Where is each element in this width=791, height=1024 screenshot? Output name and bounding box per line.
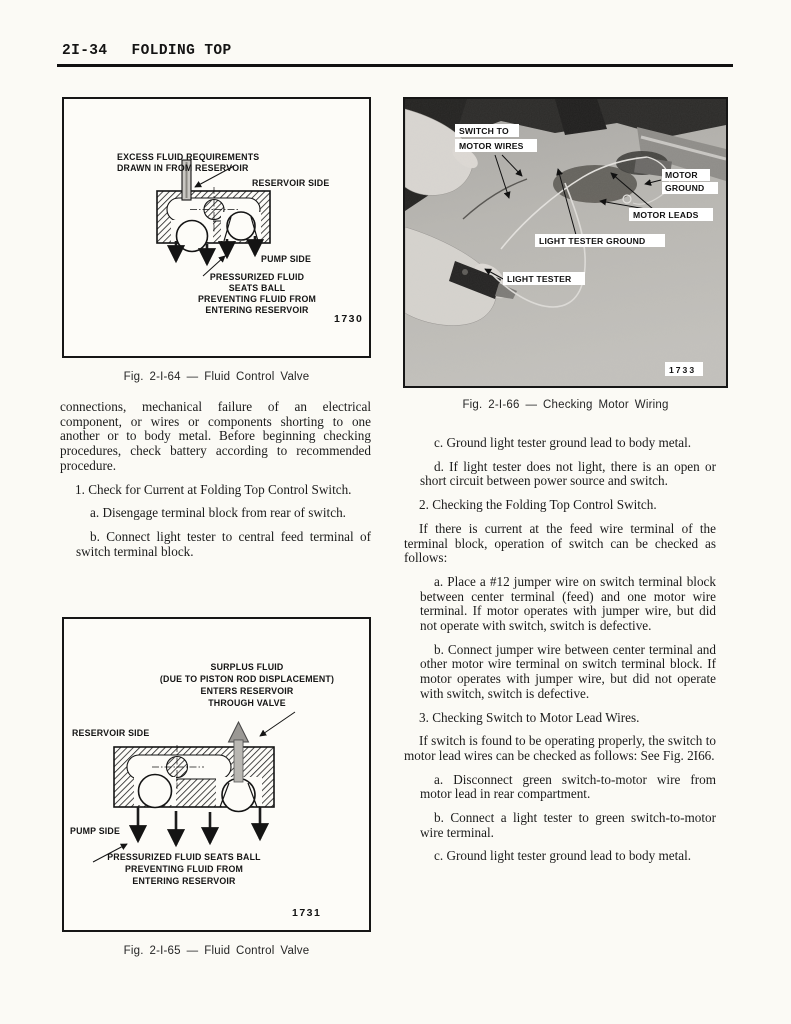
label-surplus-4: THROUGH VALVE	[208, 698, 286, 708]
paragraph: a. Disconnect green switch-to-motor wire from motor lead in rear compartment.	[420, 771, 716, 802]
label-surplus-3: ENTERS RESERVOIR	[200, 686, 294, 696]
label-pump-side: PUMP SIDE	[261, 254, 312, 264]
label-pump-side: PUMP SIDE	[70, 826, 121, 836]
leader-surplus-fluid	[260, 712, 295, 736]
fluid-control-valve-diagram-2	[64, 619, 369, 930]
paragraph: 1. Check for Current at Folding Top Control Switch.	[75, 481, 352, 497]
figure-number-1731: 1731	[292, 907, 322, 919]
label-switch-to-motor-wires-2: MOTOR WIRES	[459, 141, 524, 151]
page-number: 2I-34	[62, 43, 108, 59]
caption-fig-2-1-66: Fig. 2-I-66 — Checking Motor Wiring	[462, 399, 669, 411]
paragraph: b. Connect light tester to central feed terminal of switch terminal block.	[76, 528, 371, 559]
paragraph: b. Connect jumper wire between center terminal and other motor wire terminal on switch terminal block. If motor operates with jumper wire, but did not operate with switch, switch is defective.	[420, 641, 716, 701]
label-light-tester-ground: LIGHT TESTER GROUND	[539, 236, 646, 246]
label-surplus-1: SURPLUS FLUID	[210, 662, 284, 672]
flow-arrows	[138, 807, 260, 845]
label-pressurized-1: PRESSURIZED FLUID SEATS BALL	[107, 852, 261, 862]
paragraph: If there is current at the feed wire terminal of the terminal block, operation of switch can be checked as follows:	[404, 520, 716, 566]
label-motor-ground-2: GROUND	[665, 183, 705, 193]
check-ball-left	[177, 221, 208, 252]
paragraph: 2. Checking the Folding Top Control Switch.	[419, 497, 657, 513]
section-title: FOLDING TOP	[131, 43, 232, 59]
paragraph: b. Connect a light tester to green switch-to-motor wire terminal.	[420, 810, 716, 840]
valve-body-drawing	[114, 722, 274, 845]
caption-fig-2-1-65: Fig. 2-I-65 — Fluid Control Valve	[123, 945, 310, 957]
label-excess-fluid-2: DRAWN IN FROM RESERVOIR	[117, 163, 249, 173]
figure-number-1730: 1730	[334, 313, 364, 325]
label-pressurized-2: SEATS BALL	[228, 283, 286, 293]
figure-number-1733: 1733	[669, 365, 697, 375]
caption-fig-2-1-64: Fig. 2-I-64 — Fluid Control Valve	[123, 371, 310, 383]
label-pressurized-3: PREVENTING FLUID FROM	[197, 294, 317, 304]
right-text-column	[404, 436, 716, 873]
paragraph: If switch is found to be operating properly, the switch to motor lead wires can be checked as follows: See Fig. 2I66.	[404, 733, 716, 763]
header-rule	[57, 64, 733, 67]
surplus-up-arrowhead	[229, 722, 249, 742]
label-switch-to-motor-wires-1: SWITCH TO	[459, 126, 509, 136]
paragraph: a. Disengage terminal block from rear of switch.	[90, 505, 346, 521]
label-motor-leads: MOTOR LEADS	[633, 210, 699, 220]
label-reservoir-side: RESERVOIR SIDE	[252, 178, 330, 188]
check-ball-right	[222, 779, 255, 812]
paragraph: connections, mechanical failure of an electrical component, or wires or components shorting to one another or to body metal. Before beginning checking procedures, check battery according to recommended procedure.	[60, 399, 371, 473]
motor-wiring-photo	[405, 99, 726, 386]
label-reservoir-side: RESERVOIR SIDE	[72, 728, 150, 738]
label-motor-ground-1: MOTOR	[665, 170, 698, 180]
fluid-control-valve-diagram-1	[64, 99, 369, 356]
paragraph: d. If light tester does not light, there is an open or short circuit between power source and switch.	[420, 458, 716, 489]
label-pressurized-2: PREVENTING FLUID FROM	[124, 864, 244, 874]
label-excess-fluid-1: EXCESS FLUID REQUIREMENTS	[117, 152, 260, 162]
paragraph: c. Ground light tester ground lead to body metal.	[434, 848, 692, 864]
paragraph: 3. Checking Switch to Motor Lead Wires.	[419, 709, 640, 725]
figure-1733-checking-motor-wiring-photo	[403, 97, 728, 388]
label-pressurized-1: PRESSURIZED FLUID	[209, 272, 305, 282]
label-pressurized-3: ENTERING RESERVOIR	[132, 876, 236, 886]
figure-1731-fluid-control-valve	[62, 617, 371, 932]
left-text-column	[60, 400, 371, 568]
label-light-tester: LIGHT TESTER	[507, 274, 572, 284]
page-header	[62, 43, 232, 59]
label-surplus-2: (DUE TO PISTON ROD DISPLACEMENT)	[159, 674, 335, 684]
check-ball-left	[139, 775, 172, 808]
paragraph: c. Ground light tester ground lead to body metal.	[434, 435, 692, 450]
valve-body-drawing	[157, 160, 270, 264]
paragraph: a. Place a #12 jumper wire on switch terminal block between center terminal (feed) and one motor wire terminal. If motor operates with jumper wire, but did not operate with switch, switch is defective.	[420, 573, 716, 634]
figure-1730-fluid-control-valve	[62, 97, 371, 358]
check-ball-right	[227, 212, 255, 240]
label-pressurized-4: ENTERING RESERVOIR	[205, 305, 309, 315]
